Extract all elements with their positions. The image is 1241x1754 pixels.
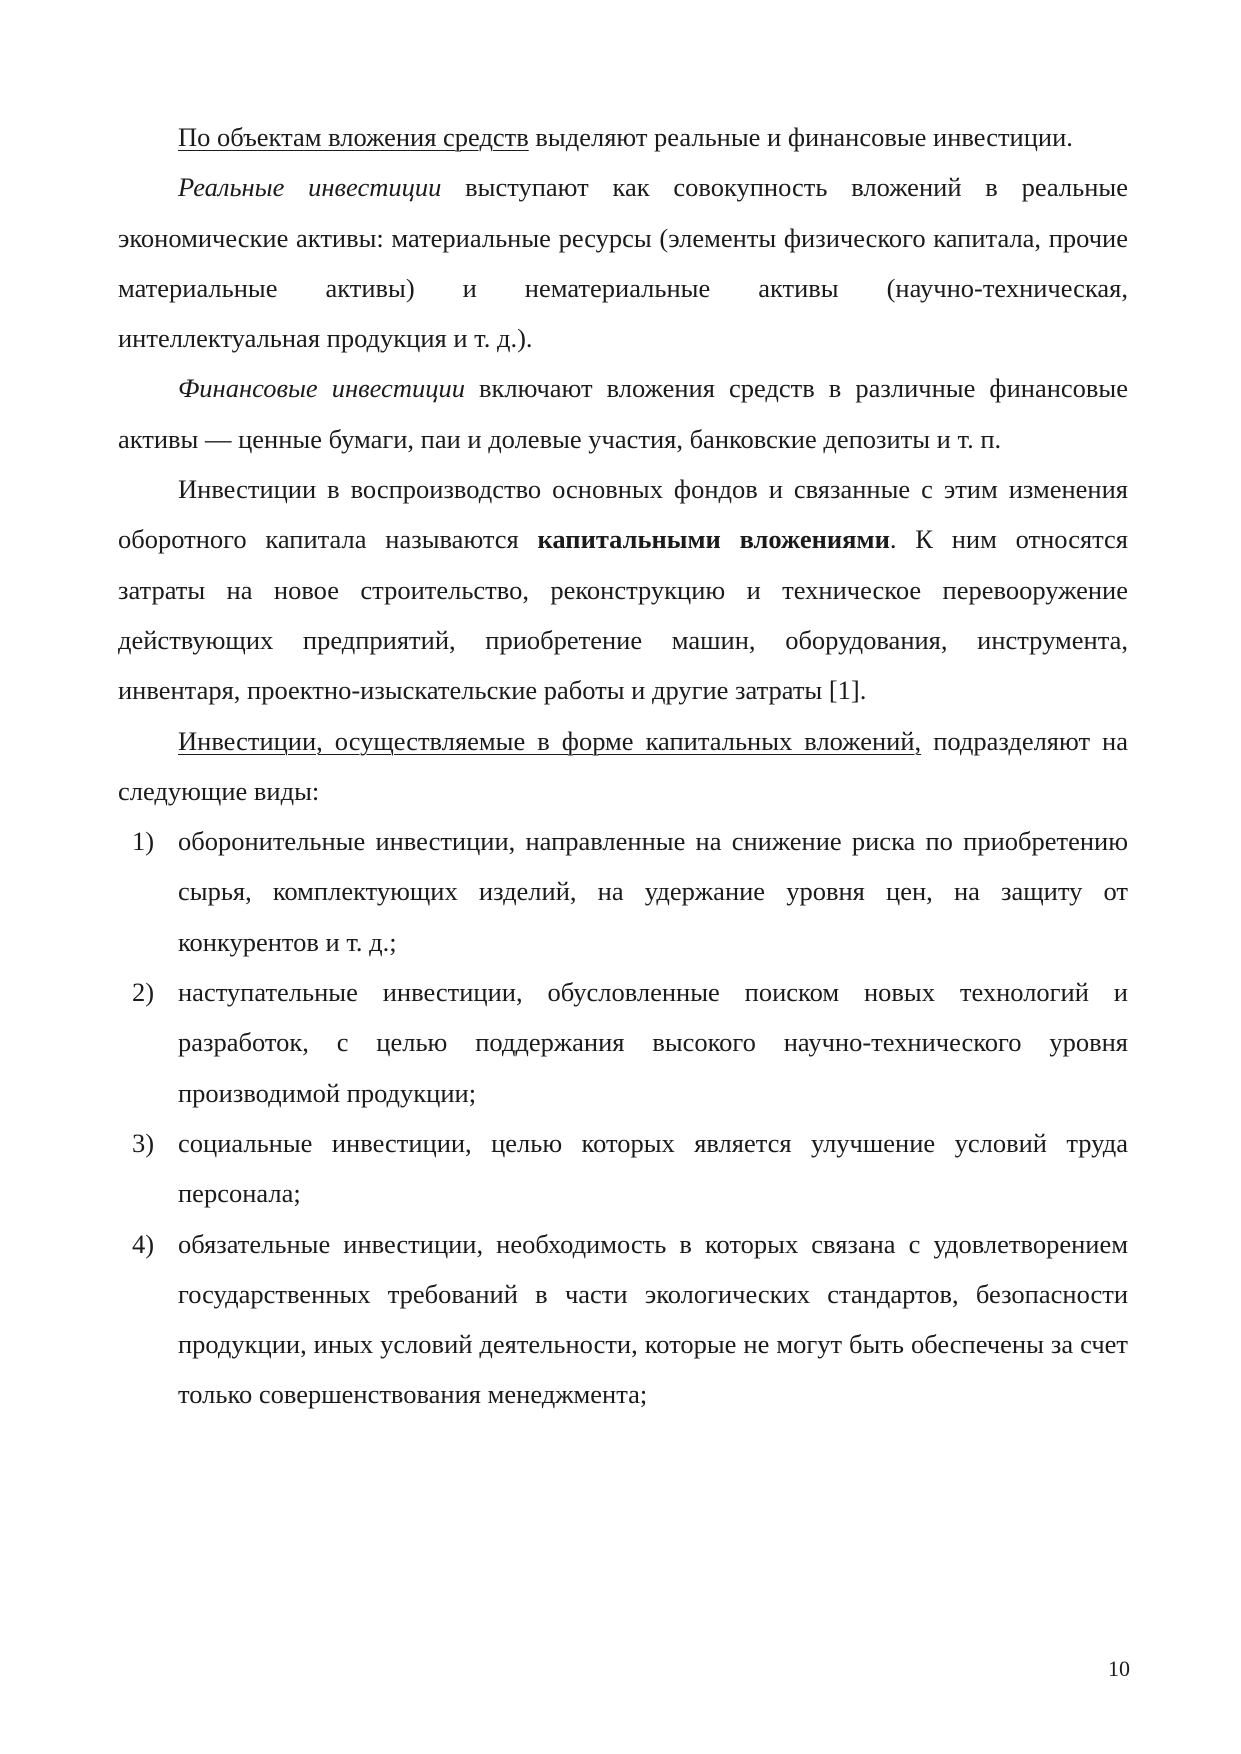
underlined-heading-capital-forms: Инвестиции, осуществляемые в форме капитальных вложений, xyxy=(178,725,922,756)
list-item-text: обязательные инвестиции, необходимость в которых связана с удовлетворением государственных требований в части экологических стандартов, безопасности продукции, иных условий деятельности, которые не могут быть обеспечены за счет только совершенствования менеджмента; xyxy=(178,1228,1128,1410)
paragraph-investment-types-intro xyxy=(118,716,1128,817)
paragraph-text: Инвестиции в воспроизводство основных фондов и связанные с этим изменения оборотного капитала называются xyxy=(118,474,1128,555)
paragraph-text: включают вложения средств в различные финансовые активы — ценные бумаги, паи и долевые участия, банковские депозиты и т. п. xyxy=(118,373,1128,454)
list-item-text: наступательные инвестиции, обусловленные поиском новых технологий и разработок, с целью поддержания высокого научно-технического уровня производимой продукции; xyxy=(178,977,1128,1108)
paragraph-text: . К ним относятся затраты на новое строительство, реконструкцию и техническое перевооружение действующих предприятий, приобретение машин, оборудования, инструмента, инвентаря, проектно-изыскательские работы и другие затраты [1]. xyxy=(118,524,1128,706)
list-item-number: 1) xyxy=(132,826,155,857)
term-financial-investments: Финансовые инвестиции xyxy=(178,373,465,404)
list-item xyxy=(118,1118,1128,1219)
underlined-heading-investment-objects: По объектам вложения средств xyxy=(178,122,529,152)
paragraph-financial-investments xyxy=(118,363,1128,464)
list-item xyxy=(118,816,1128,967)
document-body xyxy=(118,112,1128,1420)
term-capital-investments: капитальными вложениями xyxy=(537,524,890,555)
paragraph-real-investments xyxy=(118,162,1128,363)
investment-types-list xyxy=(118,816,1128,1420)
paragraph-text: подразделяют на следующие виды: xyxy=(118,725,1128,806)
term-real-investments: Реальные инвестиции xyxy=(178,172,442,203)
list-item xyxy=(118,1219,1128,1420)
list-item-number: 3) xyxy=(132,1127,155,1158)
page-number: 10 xyxy=(1108,1656,1130,1681)
paragraph-text: выделяют реальные и финансовые инвестиции. xyxy=(528,122,1073,152)
list-item-number: 2) xyxy=(132,977,155,1008)
list-item-number: 4) xyxy=(132,1228,155,1259)
list-item-text: оборонительные инвестиции, направленные на снижение риска по приобретению сырья, комплектующих изделий, на удержание уровня цен, на защиту от конкурентов и т. д.; xyxy=(178,826,1128,957)
list-item xyxy=(118,967,1128,1118)
paragraph-capital-investments xyxy=(118,464,1128,715)
list-item-text: социальные инвестиции, целью которых является улучшение условий труда персонала; xyxy=(178,1127,1128,1209)
paragraph-text: выступают как совокупность вложений в реальные экономические активы: материальные ресурсы (элементы физического капитала, прочие материальные активы) и нематериальные активы (научно-техническая, интеллектуальная продукция и т. д.). xyxy=(118,172,1128,354)
paragraph-investment-objects xyxy=(118,112,1128,162)
